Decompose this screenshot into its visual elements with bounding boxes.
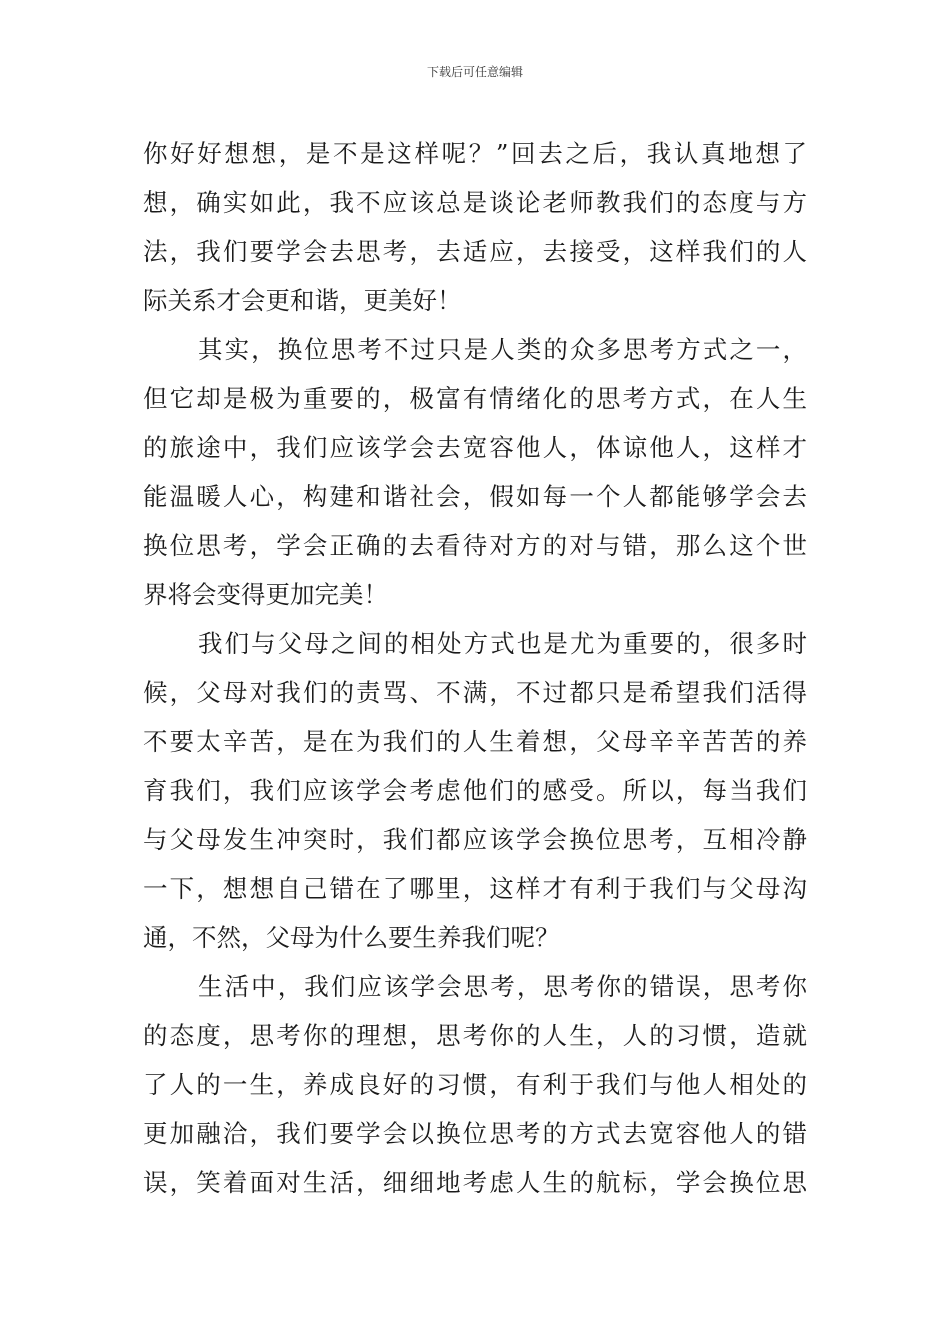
text-line: 我们与父母之间的相处方式也是尤为重要的，很多时 <box>198 629 807 658</box>
text-line: 误，笑着面对生活，细细地考虑人生的航标，学会换位思 <box>143 1168 807 1197</box>
text-line: 的态度，思考你的理想，思考你的人生，人的习惯，造就 <box>143 1021 807 1050</box>
paragraph <box>143 619 807 962</box>
text-line: 界将会变得更加完美！ <box>143 580 388 609</box>
text-line: 一下，想想自己错在了哪里，这样才有利于我们与父母沟 <box>143 874 807 903</box>
text-line: 不要太辛苦，是在为我们的人生着想，父母辛辛苦苦的养 <box>143 727 807 756</box>
paragraph <box>143 962 807 1207</box>
text-line: 更加融洽，我们要学会以换位思考的方式去宽容他人的错 <box>143 1119 807 1148</box>
text-line: 能温暖人心，构建和谐社会，假如每一个人都能够学会去 <box>143 482 807 511</box>
text-line: 其实，换位思考不过只是人类的众多思考方式之一， <box>198 335 807 364</box>
text-line: 通，不然，父母为什么要生养我们呢？ <box>143 923 560 952</box>
page-header: 下载后可任意编辑 <box>426 65 523 79</box>
text-line: 生活中，我们应该学会思考，思考你的错误，思考你 <box>198 972 807 1001</box>
text-line: 但它却是极为重要的，极富有情绪化的思考方式，在人生 <box>143 384 807 413</box>
text-line: 了人的一生，养成良好的习惯，有利于我们与他人相处的 <box>143 1070 807 1099</box>
text-line: 育我们，我们应该学会考虑他们的感受。所以，每当我们 <box>143 776 807 805</box>
text-line: 想，确实如此，我不应该总是谈论老师教我们的态度与方 <box>143 188 807 217</box>
paragraph <box>143 129 807 325</box>
text-line: 候，父母对我们的责骂、不满，不过都只是希望我们活得 <box>143 678 807 707</box>
text-line: 法，我们要学会去思考，去适应，去接受，这样我们的人 <box>143 237 807 266</box>
text-line: 际关系才会更和谐，更美好！ <box>143 286 462 315</box>
document-body <box>143 129 807 1207</box>
text-line: 与父母发生冲突时，我们都应该学会换位思考，互相冷静 <box>143 825 807 854</box>
text-line: 的旅途中，我们应该学会去宽容他人，体谅他人，这样才 <box>143 433 807 462</box>
paragraph <box>143 325 807 619</box>
text-line: 换位思考，学会正确的去看待对方的对与错，那么这个世 <box>143 531 807 560</box>
text-line: 你好好想想，是不是这样呢？”回去之后，我认真地想了 <box>143 139 807 168</box>
